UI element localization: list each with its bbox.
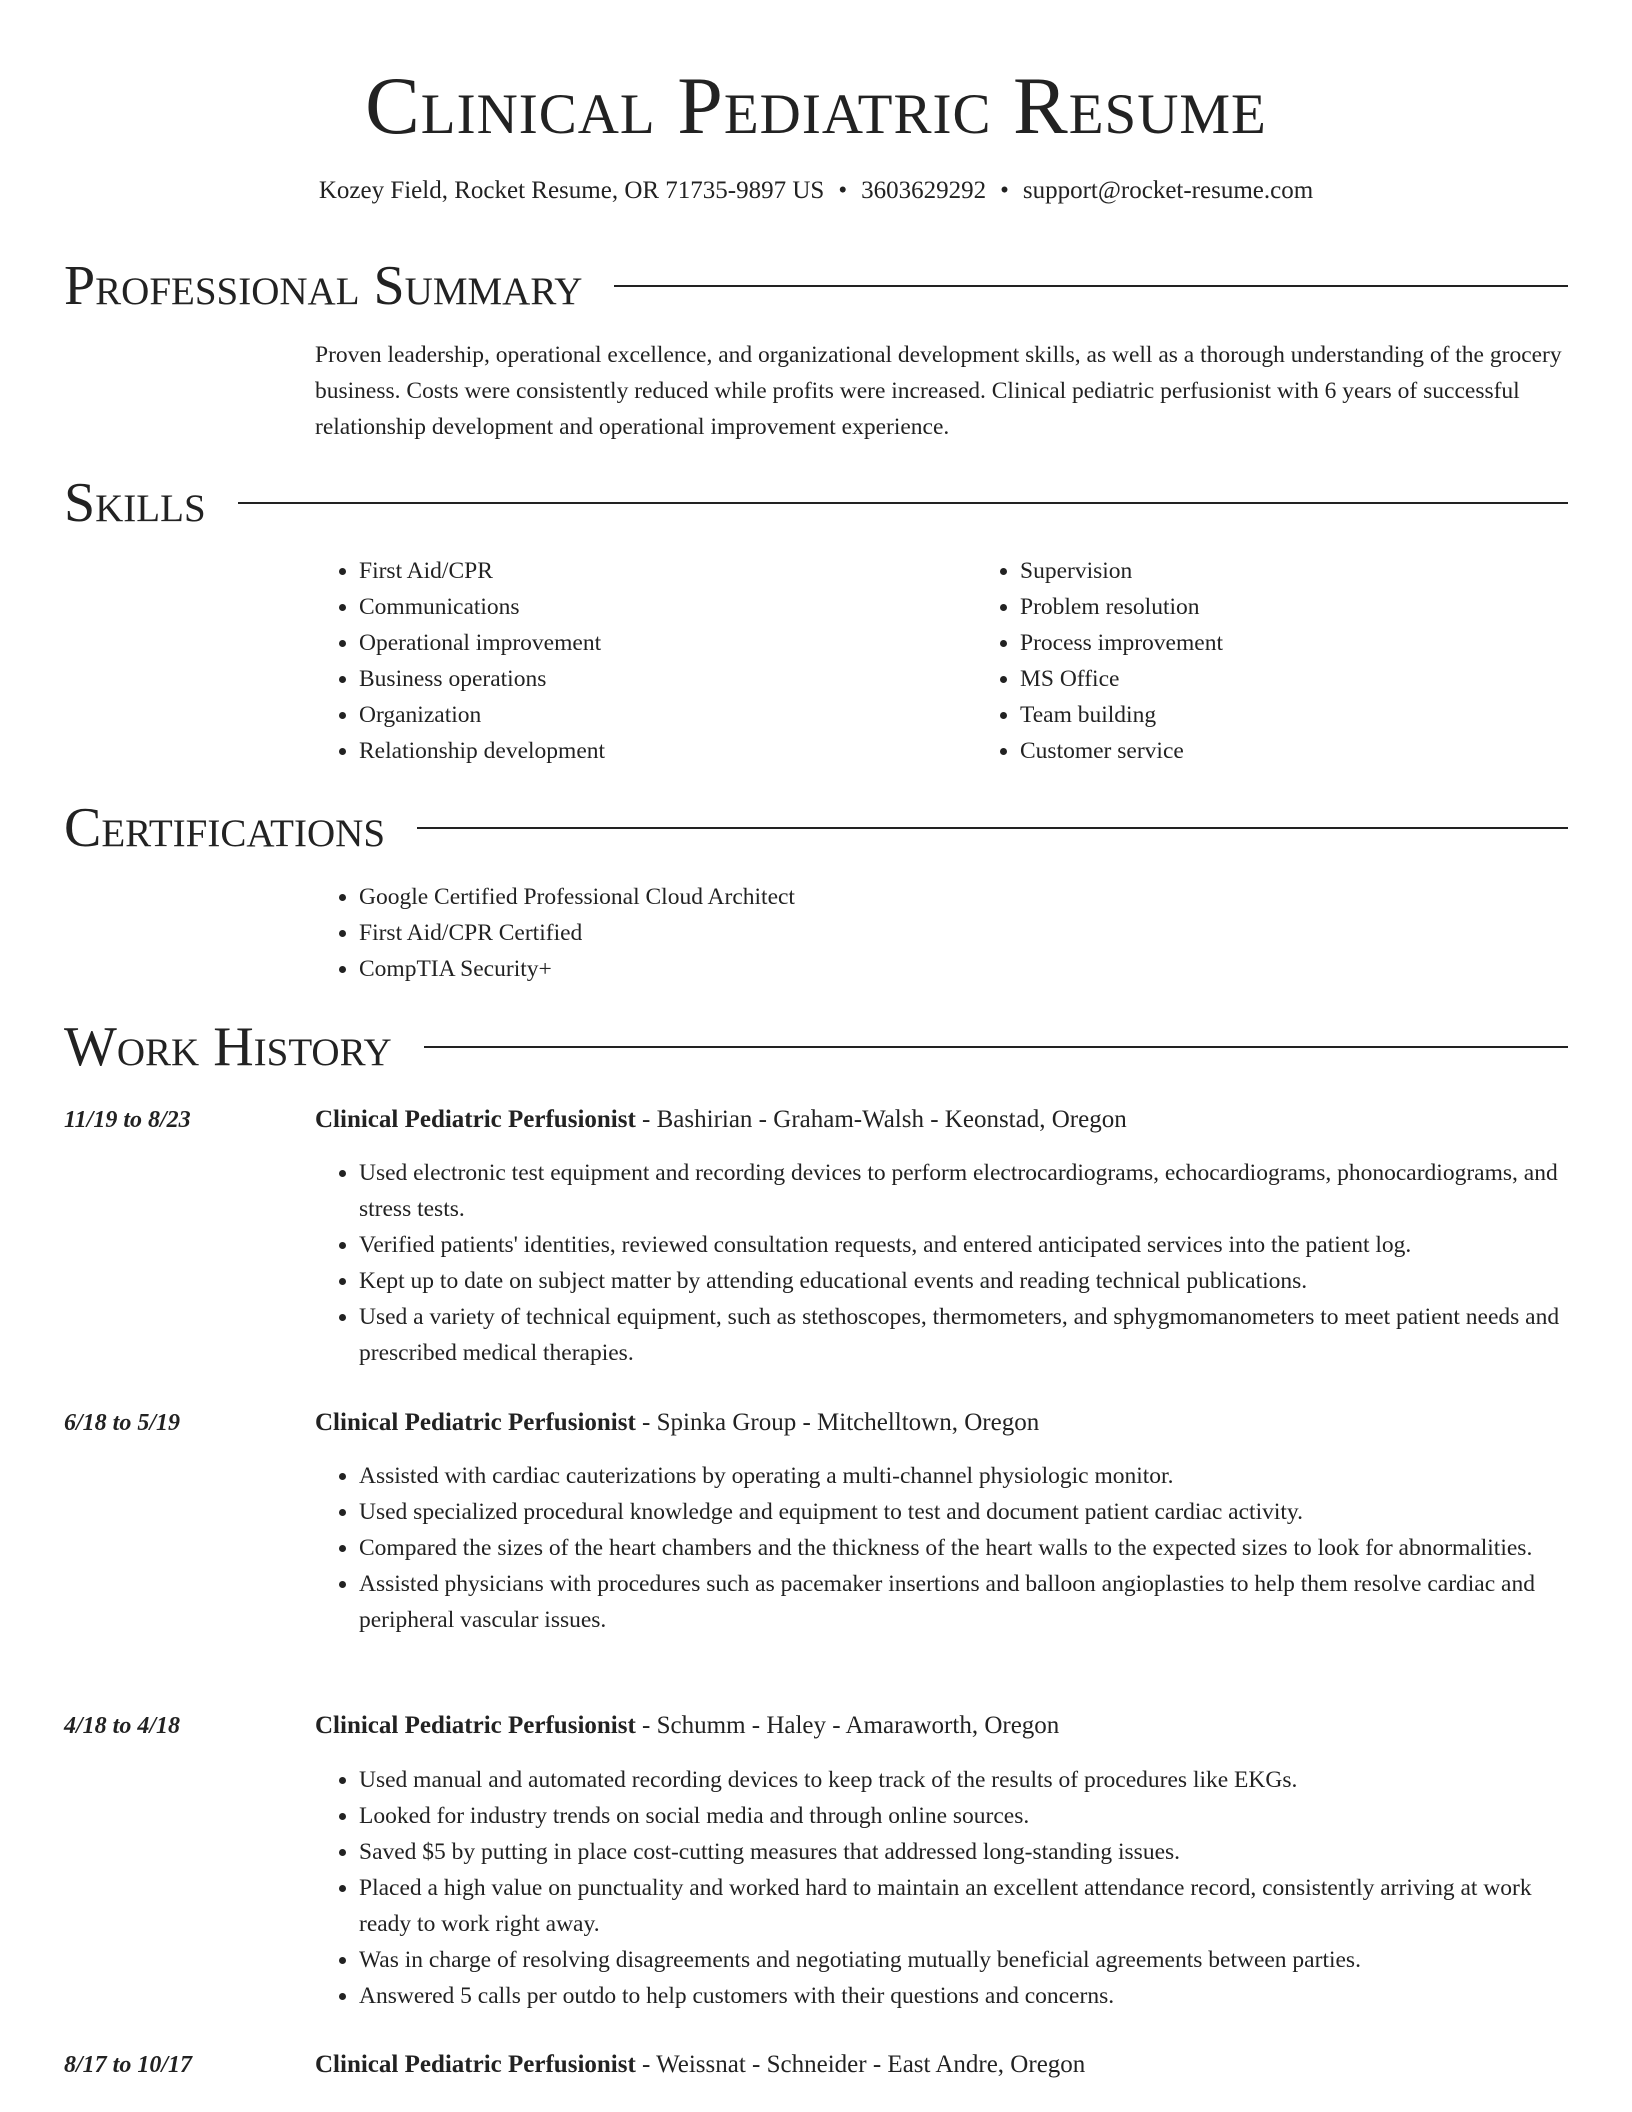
job-duty: • Assisted physicians with procedures such as pacemaker insertions and balloon angioplasties to help them resolve cardiac and peripheral vascular issues.: [359, 1566, 1568, 1638]
skills-title: Skills: [64, 472, 206, 534]
job-heading: [315, 1102, 1568, 1138]
section-rule: [614, 285, 1568, 287]
contact-separator: •: [838, 177, 848, 204]
skill-item: • MS Office: [1020, 661, 1632, 697]
work-history-heading: [64, 1015, 1568, 1079]
job-title: Clinical Pediatric Perfusionist: [315, 1409, 636, 1436]
certifications-section: [315, 879, 1568, 987]
summary-title: Professional Summary: [64, 255, 583, 317]
skills-section: [315, 553, 1568, 769]
certifications-heading: [64, 796, 1568, 860]
job-duty: • Was in charge of resolving disagreements and negotiating mutually beneficial agreements between parties.: [359, 1942, 1568, 1978]
skills-list-right: [976, 553, 1632, 769]
job-duties: [315, 1762, 1568, 2014]
job-employer: - Schumm - Haley - Amaraworth, Oregon: [635, 1712, 1060, 1739]
job-duty-list: [315, 1155, 1568, 1371]
job-duty: • Saved $5 by putting in place cost-cutting measures that addressed long-standing issues.: [359, 1834, 1568, 1870]
resume-name: Clinical Pediatric Resume: [365, 60, 1267, 151]
contact-line: [0, 174, 1632, 208]
job-duty: • Used electronic test equipment and recording devices to perform electrocardiograms, echocardiograms, phonocardiograms, and stress tests.: [359, 1155, 1568, 1227]
skills-list-left: [315, 553, 976, 769]
section-rule: [417, 827, 1568, 829]
skills-heading: [64, 471, 1568, 535]
contact-separator: •: [1000, 177, 1009, 204]
job-heading: [315, 1708, 1568, 1744]
certifications-list: [315, 879, 1568, 987]
work-history-title: Work History: [64, 1016, 392, 1078]
job-heading: [315, 2047, 1568, 2083]
job-duty: • Placed a high value on punctuality and worked hard to maintain an excellent attendance record, consistently arriving at work ready to work right away.: [359, 1870, 1568, 1942]
job-title: Clinical Pediatric Perfusionist: [315, 1106, 636, 1133]
job-title: Clinical Pediatric Perfusionist: [315, 2051, 636, 2078]
job-employer: - Spinka Group - Mitchelltown, Oregon: [635, 1409, 1040, 1436]
job-duty: • Compared the sizes of the heart chambers and the thickness of the heart walls to the expected sizes to look for abnormalities.: [359, 1530, 1568, 1566]
skill-item: • Organization: [359, 697, 976, 733]
job-employer: - Bashirian - Graham-Walsh - Keonstad, Oregon: [635, 1106, 1127, 1133]
job-duty: • Answered 5 calls per outdo to help customers with their questions and concerns.: [359, 1978, 1568, 2014]
job-duties: [315, 1458, 1568, 1638]
job-duties: [315, 1155, 1568, 1371]
summary-section: [315, 337, 1568, 445]
certification-item: • Google Certified Professional Cloud Architect: [359, 879, 1568, 915]
job-dates: 8/17 to 10/17: [64, 2052, 193, 2078]
summary-heading: [64, 254, 1568, 318]
job-dates: 4/18 to 4/18: [64, 1713, 181, 1739]
job-title: Clinical Pediatric Perfusionist: [315, 1712, 636, 1739]
job-duty: • Kept up to date on subject matter by attending educational events and reading technical publications.: [359, 1263, 1568, 1299]
section-rule: [424, 1046, 1568, 1048]
job-dates: 6/18 to 5/19: [64, 1410, 181, 1436]
job-dates: 11/19 to 8/23: [64, 1107, 191, 1133]
certification-item: • CompTIA Security+: [359, 951, 1568, 987]
skill-item: • Business operations: [359, 661, 976, 697]
job-duty-list: [315, 1458, 1568, 1638]
skill-item: • Relationship development: [359, 733, 976, 769]
section-rule: [238, 502, 1568, 504]
job-employer: - Weissnat - Schneider - East Andre, Oregon: [635, 2051, 1086, 2078]
address: Kozey Field, Rocket Resume, OR 71735-9897 US: [318, 177, 825, 204]
job-duty-list: [315, 1762, 1568, 2014]
skill-item: • Customer service: [1020, 733, 1632, 769]
skill-item: • Supervision: [1020, 553, 1632, 589]
job-duty: • Used a variety of technical equipment, such as stethoscopes, thermometers, and sphygmomanometers to meet patient needs and prescribed medical therapies.: [359, 1299, 1568, 1371]
job-duty: • Used specialized procedural knowledge and equipment to test and document patient cardiac activity.: [359, 1494, 1568, 1530]
job-duty: • Looked for industry trends on social media and through online sources.: [359, 1798, 1568, 1834]
skill-item: • Process improvement: [1020, 625, 1632, 661]
skill-item: • Problem resolution: [1020, 589, 1632, 625]
email: support@rocket-resume.com: [1022, 177, 1314, 204]
certifications-title: Certifications: [64, 797, 386, 859]
skill-item: • Communications: [359, 589, 976, 625]
skill-item: • Team building: [1020, 697, 1632, 733]
job-duty: • Used manual and automated recording devices to keep track of the results of procedures like EKGs.: [359, 1762, 1568, 1798]
skill-item: • First Aid/CPR: [359, 553, 976, 589]
certification-item: • First Aid/CPR Certified: [359, 915, 1568, 951]
phone: 3603629292: [861, 177, 987, 204]
skill-item: • Operational improvement: [359, 625, 976, 661]
summary-text: Proven leadership, operational excellence, and organizational development skills, as well as a thorough understanding of the grocery business. Costs were consistently reduced while profits were increased. Clinical pediatric perfusionist with 6 years of successful relationship development and operational improvement experience.: [315, 342, 1562, 440]
job-heading: [315, 1405, 1568, 1441]
job-duty: • Verified patients' identities, reviewed consultation requests, and entered anticipated services into the patient log.: [359, 1227, 1568, 1263]
job-duty: • Assisted with cardiac cauterizations by operating a multi-channel physiologic monitor.: [359, 1458, 1568, 1494]
